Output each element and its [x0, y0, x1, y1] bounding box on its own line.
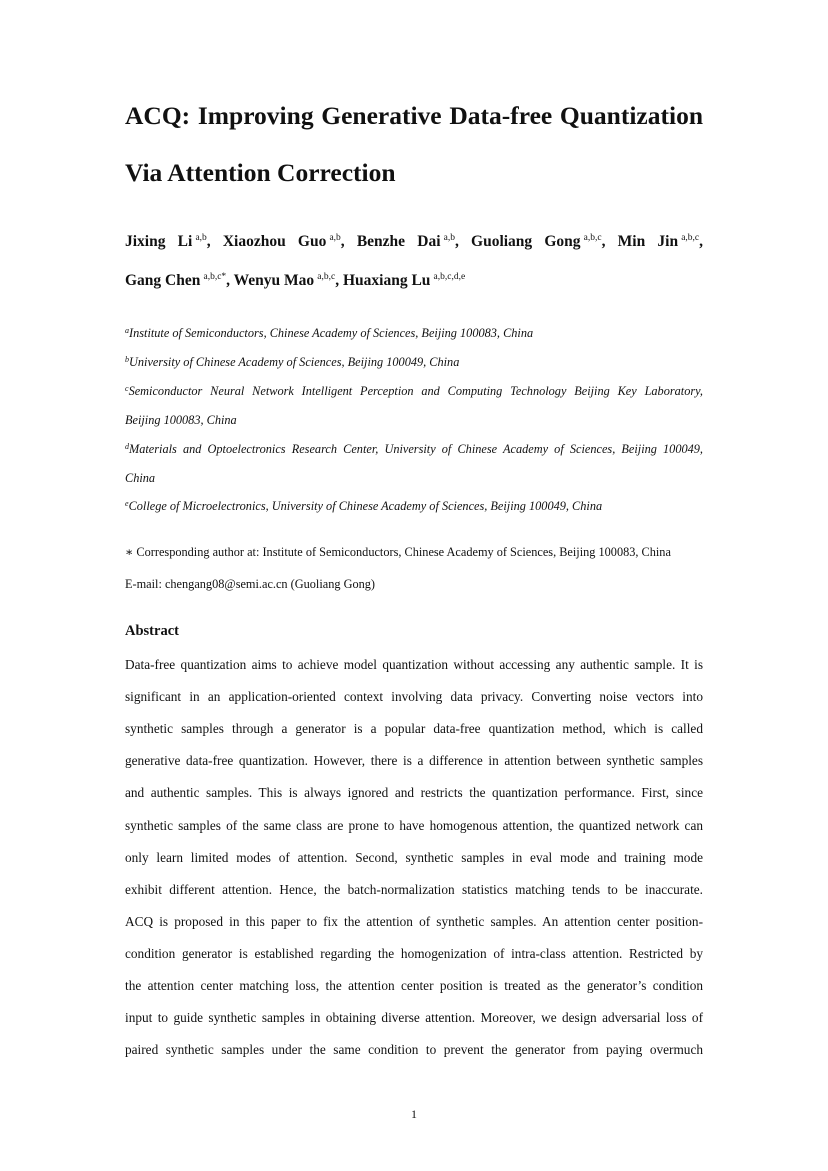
author-affiliation-marker: a,b,c* — [203, 272, 227, 282]
author-name: Min Jin — [617, 233, 679, 250]
abstract-heading: Abstract — [125, 623, 179, 639]
corresponding-author-note: ∗ Corresponding author at: Institute of Semiconductors, Chinese Academy of Sciences, Beijing 100083, China — [125, 545, 671, 559]
author-affiliation-marker: a,b,c,d,e — [433, 272, 466, 282]
affiliation-text: Semiconductor Neural Network Intelligent Perception and Computing Technology Beijing Key Laboratory, — [128, 384, 703, 398]
affiliation-e — [125, 498, 703, 514]
abstract-line: only learn limited modes of attention. Second, synthetic samples in eval mode and training mode — [125, 850, 703, 865]
author-affiliation-marker: a,b,c — [583, 233, 602, 243]
affiliation-b — [125, 354, 703, 370]
affiliation-marker: e — [125, 499, 129, 508]
author-name: Guoliang Gong — [471, 233, 581, 250]
abstract-line: input to guide synthetic samples in obtaining diverse attention. Moreover, we design adversarial loss of — [125, 1010, 703, 1025]
author-list-line-1 — [125, 232, 703, 252]
affiliation-marker: b — [125, 355, 129, 364]
paper-title-line-1: ACQ: Improving Generative Data-free Quantization — [125, 101, 703, 130]
paper-title-line-2: Via Attention Correction — [125, 158, 396, 187]
author-affiliation-marker: a,b — [329, 233, 341, 243]
abstract-line: condition generator is established regarding the homogenization of intra-class attention. Restricted by — [125, 946, 703, 961]
author-separator: , — [454, 233, 472, 250]
affiliation-text: University of Chinese Academy of Sciences, Beijing 100049, China — [129, 355, 460, 369]
abstract-line: the attention center matching loss, the attention center position is treated as the generator’s condition — [125, 978, 703, 993]
page-number: 1 — [411, 1107, 417, 1121]
author-separator: , — [335, 272, 343, 289]
affiliation-marker: c — [125, 384, 129, 393]
abstract-line: exhibit different attention. Hence, the batch-normalization statistics matching tends to be inaccurate. — [125, 882, 703, 897]
author-affiliation-marker: a,b,c — [317, 272, 336, 282]
author-affiliation-marker: a,b — [443, 233, 455, 243]
affiliation-text: Materials and Optoelectronics Research Center, University of Chinese Academy of Sciences, Beijing 100049, — [129, 442, 703, 456]
author-affiliation-marker: a,b — [195, 233, 207, 243]
author-separator: , — [601, 233, 618, 250]
author-name: Xiaozhou Guo — [222, 233, 327, 250]
abstract-line: synthetic samples through a generator is a popular data-free quantization method, which is called — [125, 721, 703, 736]
author-name: Wenyu Mao — [233, 272, 315, 289]
affiliation-d-continued: China — [125, 471, 156, 485]
affiliation-a — [125, 325, 703, 341]
author-separator: , — [226, 272, 234, 289]
affiliation-text: College of Microelectronics, University of Chinese Academy of Sciences, Beijing 100049, China — [128, 499, 603, 513]
abstract-line: significant in an application-oriented context involving data privacy. Converting noise vectors into — [125, 689, 703, 704]
author-separator: , — [699, 233, 703, 250]
abstract-line: paired synthetic samples under the same condition to prevent the generator from paying overmuch — [125, 1042, 703, 1057]
abstract-line: Data-free quantization aims to achieve model quantization without accessing any authentic sample. It is — [125, 657, 703, 672]
affiliation-d — [125, 441, 703, 457]
author-separator: , — [206, 233, 223, 250]
affiliation-c-continued: Beijing 100083, China — [125, 413, 237, 427]
author-separator: , — [340, 233, 357, 250]
abstract-line: ACQ is proposed in this paper to fix the attention of synthetic samples. An attention center position- — [125, 914, 703, 929]
abstract-line: synthetic samples of the same class are prone to have homogenous attention, the quantized network can — [125, 818, 703, 833]
affiliation-text: Institute of Semiconductors, Chinese Academy of Sciences, Beijing 100083, China — [129, 326, 534, 340]
abstract-line: and authentic samples. This is always ignored and restricts the quantization performance. First, since — [125, 785, 703, 800]
affiliation-marker: a — [125, 326, 129, 335]
affiliation-marker: d — [125, 442, 129, 451]
author-name: Benzhe Dai — [356, 233, 441, 250]
author-affiliation-marker: a,b,c — [681, 233, 700, 243]
affiliation-c — [125, 383, 703, 399]
author-list-line-2 — [125, 271, 703, 291]
author-name: Huaxiang Lu — [342, 272, 431, 289]
author-name: Jixing Li — [125, 233, 193, 250]
author-name: Gang Chen — [125, 272, 201, 289]
abstract-line: generative data-free quantization. However, there is a difference in attention between synthetic samples — [125, 753, 703, 768]
corresponding-author-email: E-mail: chengang08@semi.ac.cn (Guoliang Gong) — [125, 577, 376, 591]
